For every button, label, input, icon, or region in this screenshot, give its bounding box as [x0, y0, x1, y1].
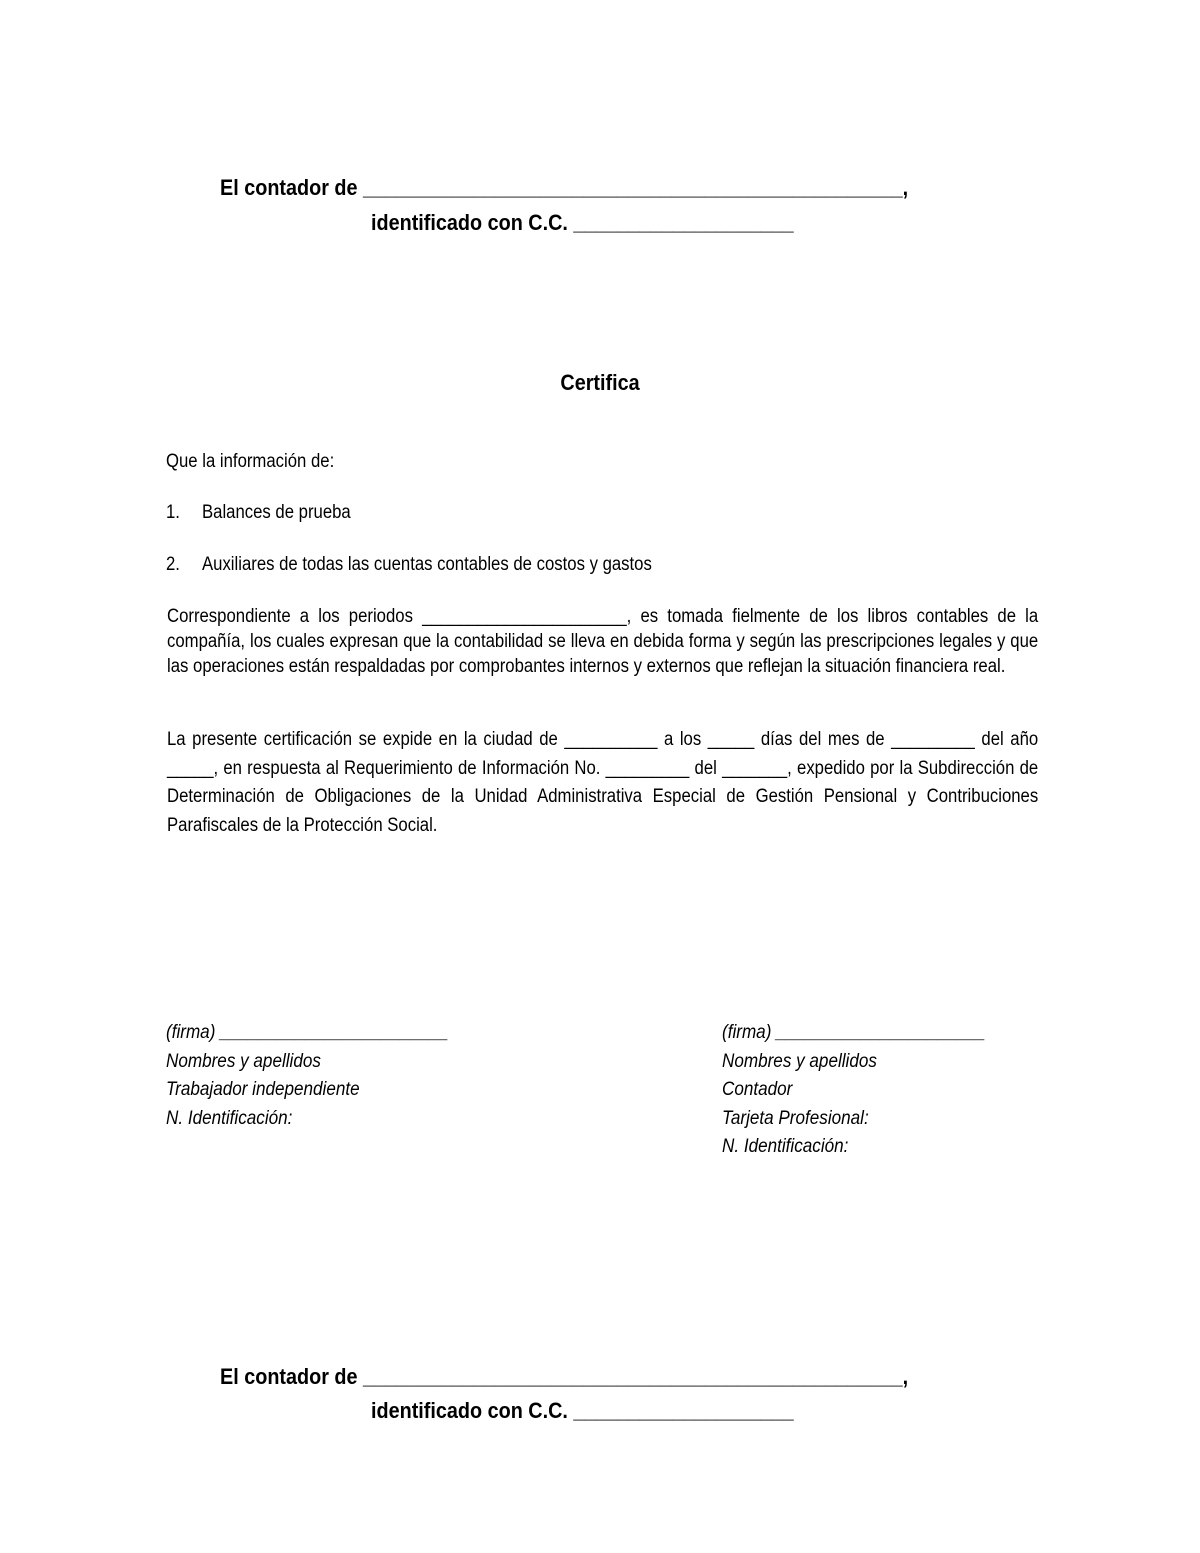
- list-number-2: 2.: [166, 554, 180, 575]
- signature-name-left: Nombres y apellidos: [166, 1050, 321, 1072]
- list-item-2: Auxiliares de todas las cuentas contables de costos y gastos: [202, 554, 652, 575]
- document-title: [0, 370, 1200, 396]
- paragraph-periods: Correspondiente a los periodos ______________________, es tomada fielmente de los libros contables de la compañía, los cuales expresan que la contabilidad se lleva en debida forma y según las prescripciones legales y que las operaciones están respaldadas por comprobantes internos y externos que reflejan la situación financiera real.: [167, 606, 1039, 677]
- paragraph-issuance: La presente certificación se expide en la ciudad de __________ a los _____ días del mes de _________ del año _____, en respuesta al Requerimiento de Información No. _________ del _______, expedido por la Subdirección de Determinación de Obligaciones de la Unidad Administrativa Especial de Gestión Pensional y Contribuciones Parafiscales de la Protección Social.: [167, 729, 1039, 836]
- title-text: Certifica: [560, 370, 640, 395]
- accountant-line-top: El contador de _________________________________________________,: [220, 175, 909, 200]
- signature-block-left: [166, 1019, 448, 1133]
- intro-text: Que la información de:: [166, 451, 335, 472]
- list-number-1: 1.: [166, 502, 180, 523]
- signature-name-right: Nombres y apellidos: [722, 1050, 877, 1072]
- signature-card-right: Tarjeta Profesional:: [722, 1107, 869, 1129]
- signature-block-right: [722, 1019, 985, 1162]
- signature-line-left: (firma) ________________________: [166, 1022, 449, 1043]
- list-item-1: Balances de prueba: [202, 502, 351, 523]
- signature-id-right: N. Identificación:: [722, 1136, 849, 1157]
- accountant-line-bottom: El contador de _________________________________________________,: [220, 1364, 909, 1389]
- signature-role-left: Trabajador independiente: [166, 1079, 360, 1100]
- signature-id-left: N. Identificación:: [166, 1107, 293, 1129]
- signature-line-right: (firma) ______________________: [722, 1022, 986, 1043]
- signature-role-right: Contador: [722, 1079, 793, 1100]
- id-line-top: identificado con C.C. ____________________: [371, 210, 794, 235]
- id-line-bottom: identificado con C.C. ____________________: [371, 1398, 794, 1423]
